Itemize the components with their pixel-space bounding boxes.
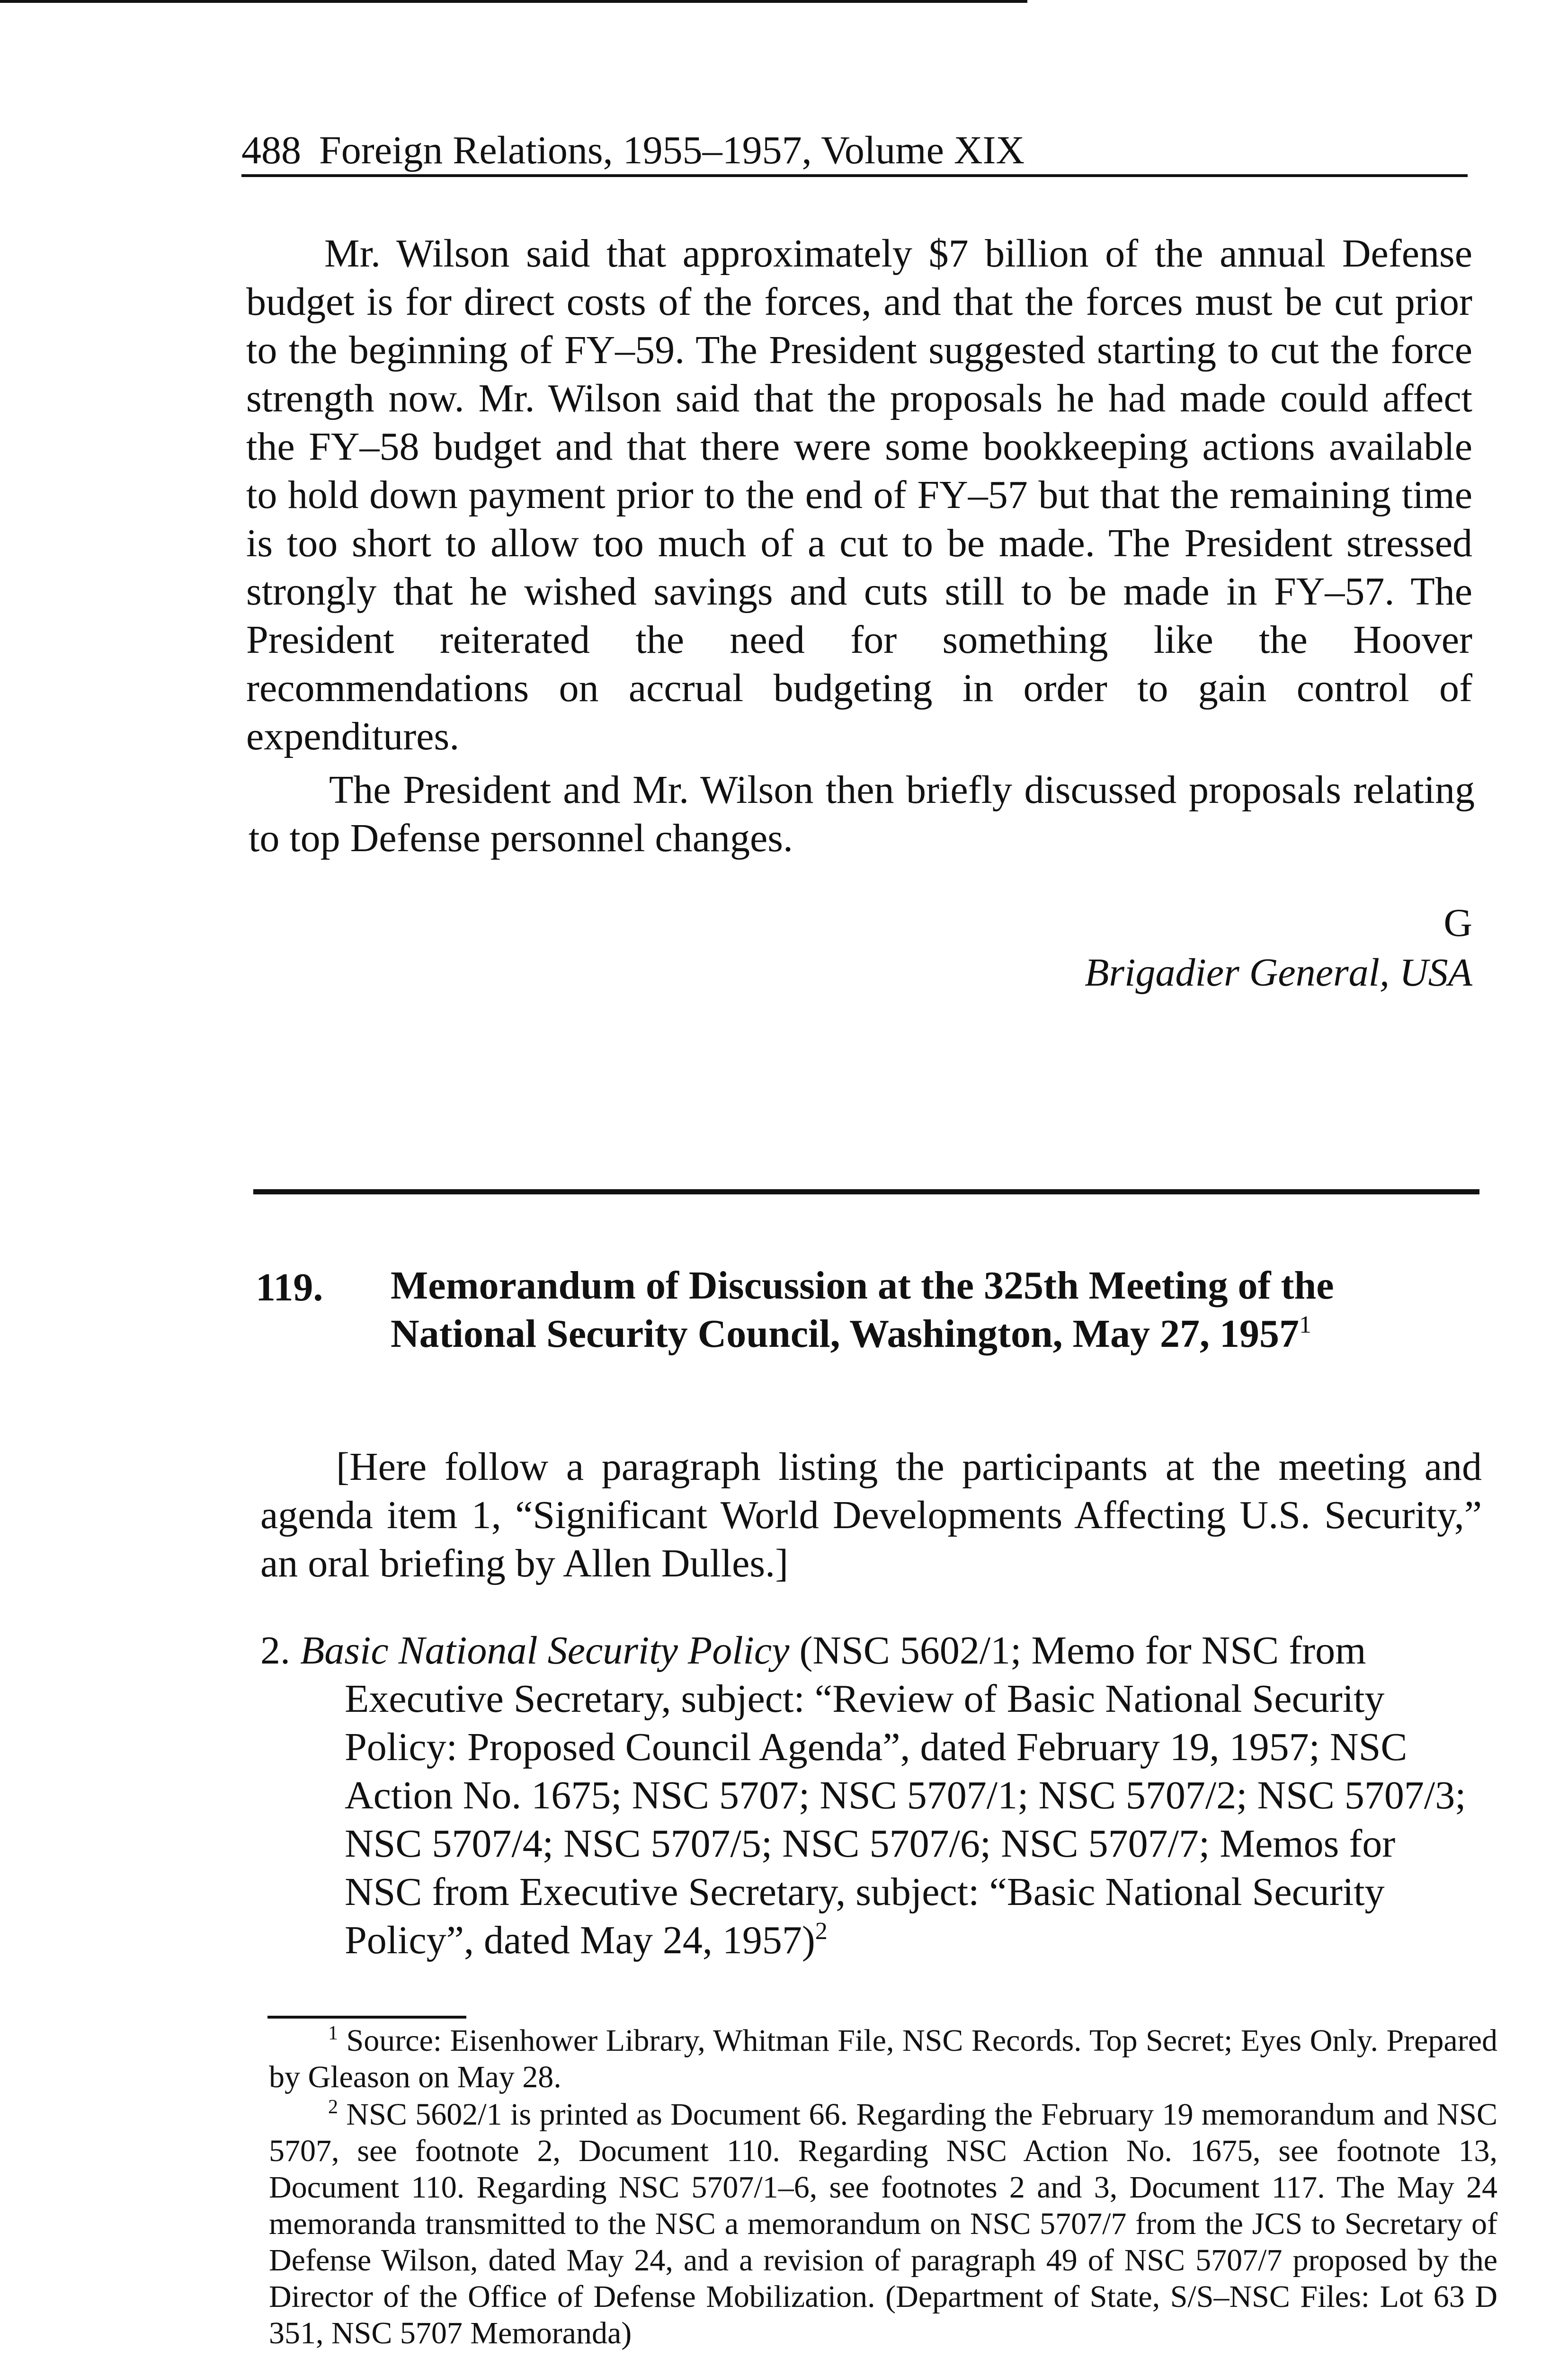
footnote-1 <box>269 2022 1497 2095</box>
footnote-rule <box>267 2016 466 2019</box>
header-rule <box>241 174 1468 177</box>
signature-title: Brigadier General, USA <box>1085 951 1472 995</box>
editorial-note: [Here follow a paragraph listing the participants at the meeting and agenda item 1, “Significant World Developments Affecting U.S. Security,” an oral briefing by Allen Dulles.] <box>260 1445 1482 1585</box>
footnote-ref-2: 2 <box>815 1918 828 1945</box>
document-title-text: Memorandum of Discussion at the 325th Meeting of the National Security Council, Washington, May 27, 1957 <box>391 1264 1334 1356</box>
section-divider <box>253 1189 1479 1194</box>
scan-top-edge <box>0 0 1027 3</box>
agenda-item-subject: Basic National Security Policy <box>300 1628 790 1673</box>
body-paragraph-1: Mr. Wilson said that approximately $7 billion of the annual Defense budget is for direct costs of the forces, and that the forces must be cut prior to the beginning of FY–59. The President suggested starting to cut the force strength now. Mr. Wilson said that the proposals he had made could affect the FY–58 budget and that there were some bookkeeping actions available to hold down payment prior to the end of FY–57 but that the remaining time is too short to allow too much of a cut to be made. The President stressed strongly that he wished savings and cuts still to be made in FY–57. The President reiterated the need for something like the Hoover recommendations on accrual budgeting in order to gain control of expenditures. <box>246 231 1472 758</box>
agenda-item-number: 2. <box>260 1628 290 1673</box>
footnote-1-text: Source: Eisenhower Library, Whitman File, NSC Records. Top Secret; Eyes Only. Prepared by Gleason on May 28. <box>269 2023 1498 2094</box>
document-number: 119. <box>256 1265 323 1309</box>
footnote-1-marker: 1 <box>328 2022 338 2044</box>
agenda-item-references: (NSC 5602/1; Memo for NSC from Executive Secretary, subject: “Review of Basic National Security Policy: Proposed Council Agenda”, dated February 19, 1957; NSC Action No. 1675; NSC 5707; NSC 5707/1; NSC 5707/2; NSC 5707/3; NSC 5707/4; NSC 5707/5; NSC 5707/6; NSC 5707/7; Memos for NSC from Executive Secretary, subject: “Basic National Security Policy”, dated May 24, 1957) <box>345 1628 1466 1962</box>
agenda-item-2 <box>260 1627 1482 1965</box>
running-header <box>241 127 1472 174</box>
footnote-ref-1: 1 <box>1299 1311 1311 1338</box>
footnote-2-marker: 2 <box>328 2096 338 2118</box>
footnote-2 <box>269 2096 1497 2351</box>
footnote-2-text: NSC 5602/1 is printed as Document 66. Regarding the February 19 memorandum and NSC 5707, see footnote 2, Document 110. Regarding NSC Action No. 1675, see footnote 13, Document 110. Regarding NSC 5707/1–6, see footnotes 2 and 3, Document 117. The May 24 memoranda transmitted to the NSC a memorandum on NSC 5707/7 from the JCS to Secretary of Defense Wilson, dated May 24, and a revision of paragraph 49 of NSC 5707/7 proposed by the Director of the Office of Defense Mobilization. (Department of State, S/S–NSC Files: Lot 63 D 351, NSC 5707 Memoranda) <box>269 2097 1498 2350</box>
body-paragraph-2: The President and Mr. Wilson then briefly discussed proposals relating to top Defense personnel changes. <box>249 768 1475 860</box>
signature-initial: G <box>1443 901 1472 945</box>
page-number: 488 <box>241 128 301 172</box>
document-title <box>391 1262 1479 1358</box>
running-title: Foreign Relations, 1955–1957, Volume XIX <box>319 128 1025 172</box>
